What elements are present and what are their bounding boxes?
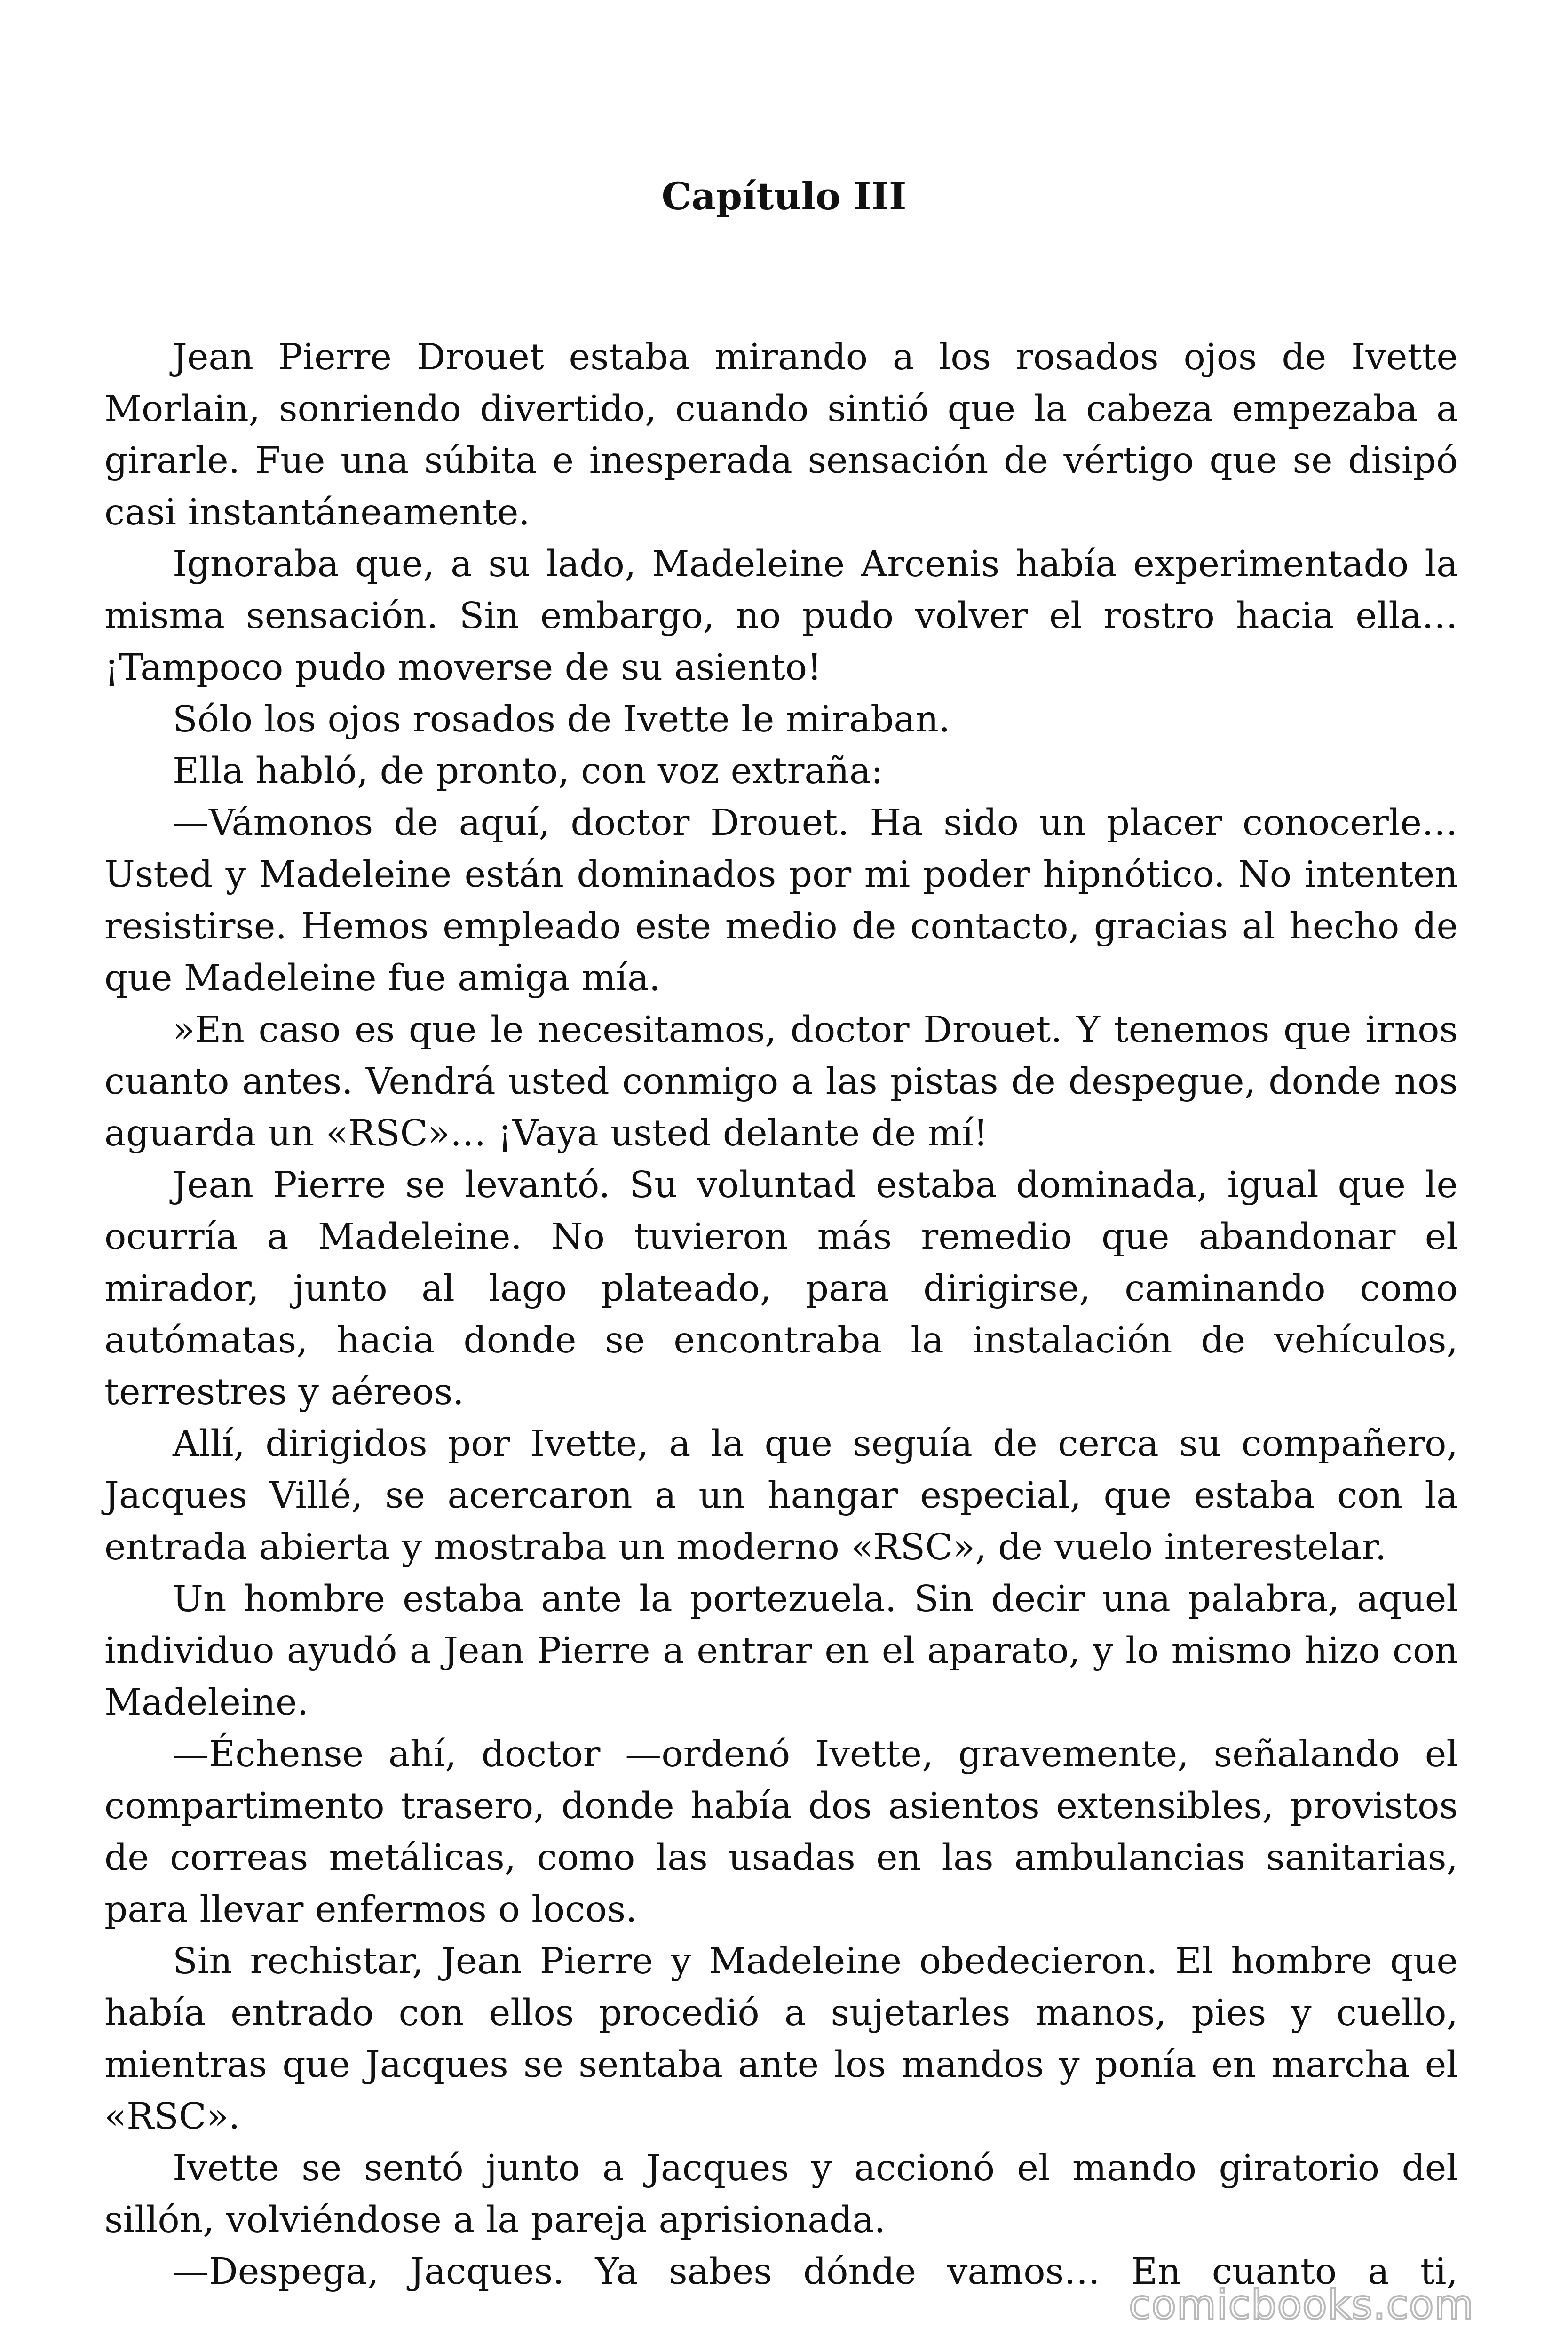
paragraph: Ivette se sentó junto a Jacques y accionó el mando giratorio del sillón, volviéndose a la pareja aprisionada. [104, 2147, 1458, 2241]
paragraph: Ignoraba que, a su lado, Madeleine Arcenis había experimentado la misma sensación. Sin embargo, no pudo volver el rostro hacia ella… ¡Tampoco pudo moverse de su asiento! [104, 543, 1458, 689]
paragraph: —Vámonos de aquí, doctor Drouet. Ha sido un placer conocerle… Usted y Madeleine están dominados por mi poder hipnótico. No intenten resistirse. Hemos empleado este medio de contacto, gracias al hecho de que Madeleine fue amiga mía. [104, 802, 1458, 999]
watermark-text: comicbooks.com [1129, 2281, 1474, 2328]
paragraph: —Despega, Jacques. Ya sabes dónde vamos… En cuanto a ti, [173, 2251, 1458, 2293]
chapter-title: Capítulo III [661, 174, 907, 218]
chapter-body [104, 332, 1458, 2298]
paragraph: Un hombre estaba ante la portezuela. Sin decir una palabra, aquel individuo ayudó a Jean Pierre a entrar en el aparato, y lo mismo hizo con Madeleine. [104, 1578, 1458, 1724]
paragraph: Allí, dirigidos por Ivette, a la que seguía de cerca su compañero, Jacques Villé, se acercaron a un hangar especial, que estaba con la entrada abierta y mostraba un moderno «RSC», de vuelo interestelar. [104, 1423, 1458, 1568]
paragraph: Sin rechistar, Jean Pierre y Madeleine obedecieron. El hombre que había entrado con ellos procedió a sujetarles manos, pies y cuello, mientras que Jacques se sentaba ante los mandos y ponía en marcha el «RSC». [104, 1940, 1458, 2137]
paragraph: Sólo los ojos rosados de Ivette le miraban. [173, 699, 950, 740]
paragraph: Jean Pierre Drouet estaba mirando a los rosados ojos de Ivette Morlain, sonriendo divertido, cuando sintió que la cabeza empezaba a girarle. Fue una súbita e inesperada sensación de vértigo que se disipó casi instantáneamente. [104, 336, 1458, 533]
paragraph: —Échense ahí, doctor —ordenó Ivette, gravemente, señalando el compartimento trasero, donde había dos asientos extensibles, provistos de correas metálicas, como las usadas en las ambulancias sanitarias, para llevar enfermos o locos. [104, 1733, 1458, 1931]
paragraph: »En caso es que le necesitamos, doctor Drouet. Y tenemos que irnos cuanto antes. Vendrá usted conmigo a las pistas de despegue, donde nos aguarda un «RSC»… ¡Vaya usted delante de mí! [104, 1009, 1458, 1154]
paragraph: Jean Pierre se levantó. Su voluntad estaba dominada, igual que le ocurría a Madeleine. No tuvieron más remedio que abandonar el mirador, junto al lago plateado, para dirigirse, caminando como autómatas, hacia donde se encontraba la instalación de vehículos, terrestres y aéreos. [104, 1164, 1458, 1413]
paragraph: Ella habló, de pronto, con voz extraña: [173, 750, 883, 792]
